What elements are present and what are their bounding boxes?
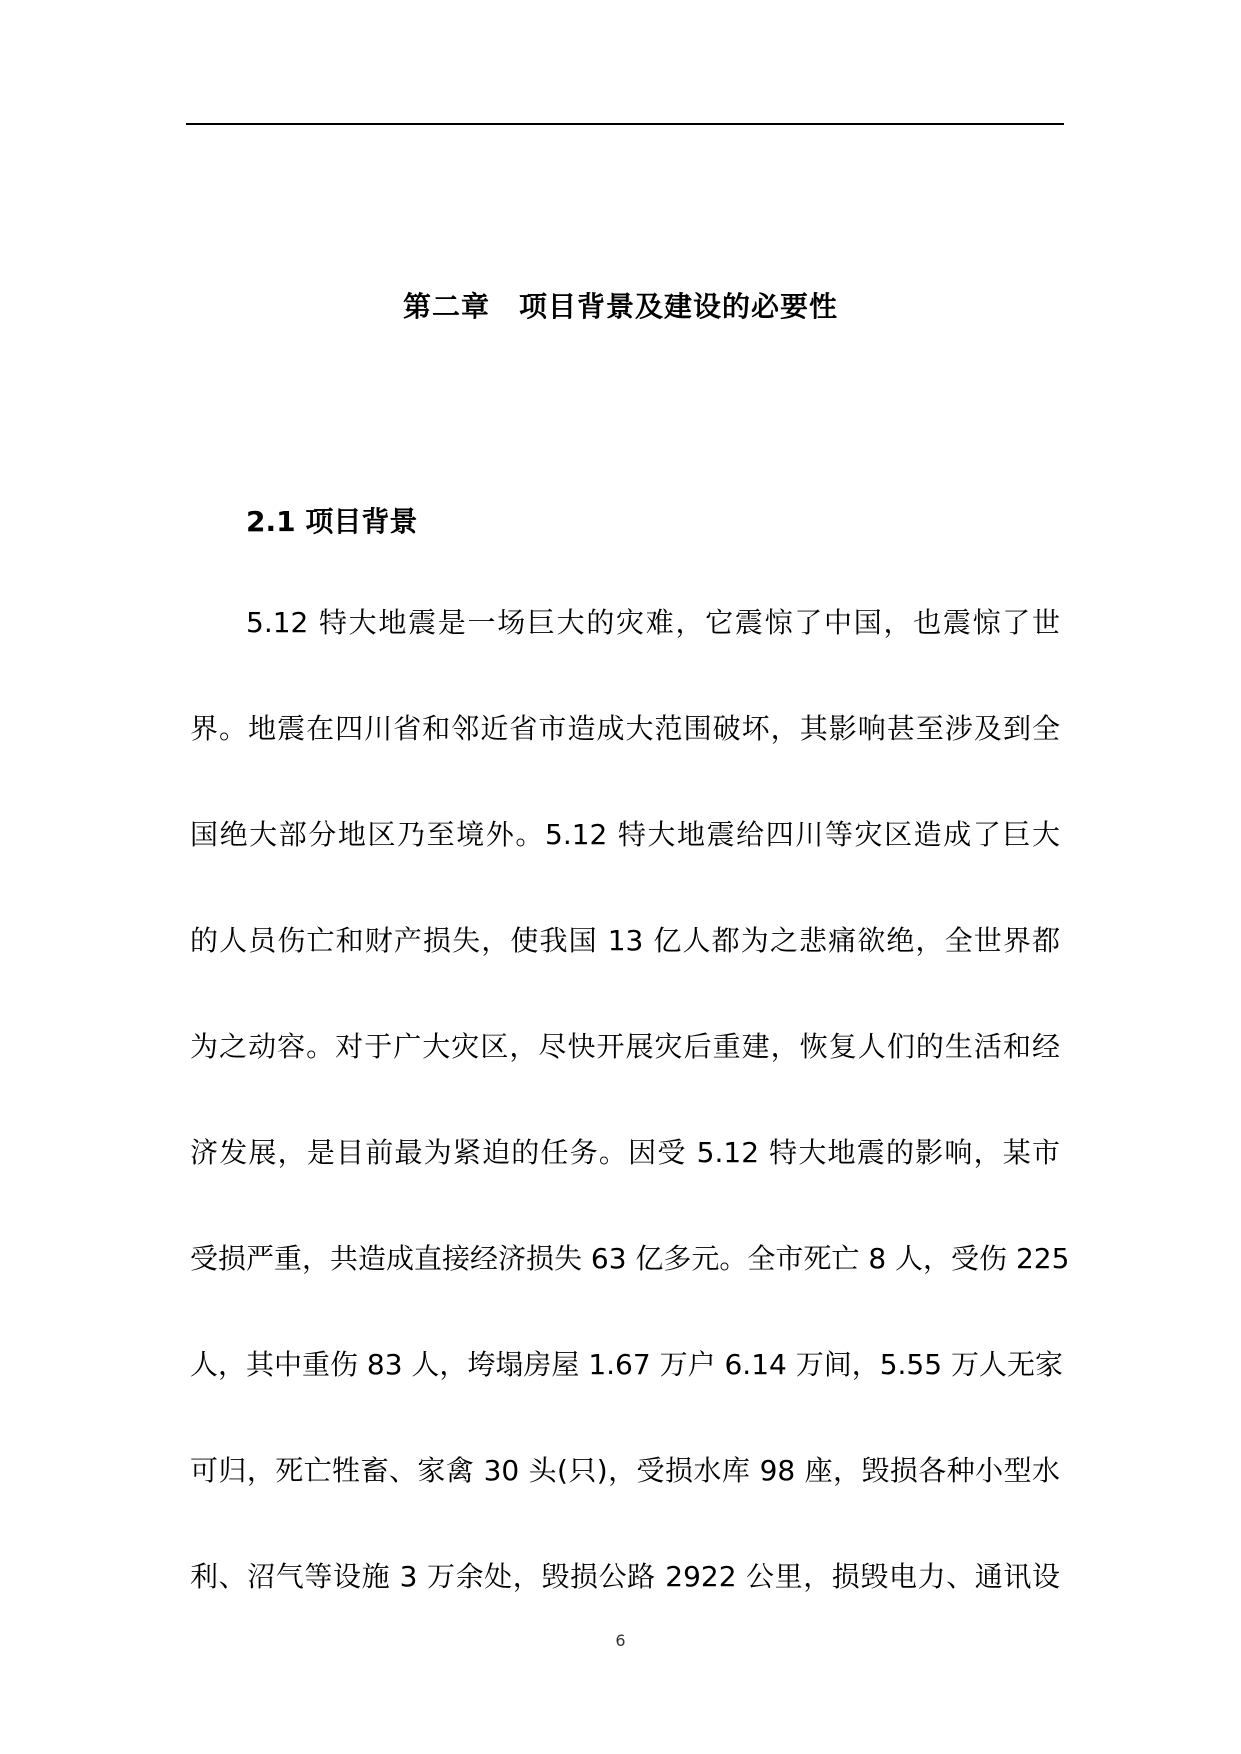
paragraph-line: 济发展，是目前最为紧迫的任务。因受 5.12 特大地震的影响，某市 bbox=[190, 1136, 1060, 1169]
paragraph-line: 的人员伤亡和财产损失，使我国 13 亿人都为之悲痛欲绝，全世界都 bbox=[190, 924, 1060, 957]
paragraph-line: 国绝大部分地区乃至境外。5.12 特大地震给四川等灾区造成了巨大 bbox=[190, 818, 1060, 851]
page-number: 6 bbox=[615, 1631, 626, 1650]
paragraph-line: 可归，死亡牲畜、家禽 30 头(只)，受损水库 98 座，毁损各种小型水 bbox=[190, 1454, 1060, 1487]
paragraph-line: 5.12 特大地震是一场巨大的灾难，它震惊了中国，也震惊了世 bbox=[246, 606, 1060, 639]
section-heading: 2.1 项目背景 bbox=[246, 505, 418, 538]
paragraph-line: 人，其中重伤 83 人，垮塌房屋 1.67 万户 6.14 万间，5.55 万人无家 bbox=[190, 1348, 1063, 1381]
paragraph-line: 为之动容。对于广大灾区，尽快开展灾后重建，恢复人们的生活和经 bbox=[190, 1030, 1060, 1063]
header-rule bbox=[186, 123, 1064, 125]
paragraph-line: 利、沼气等设施 3 万余处，毁损公路 2922 公里，损毁电力、通讯设 bbox=[190, 1560, 1060, 1593]
chapter-title: 第二章 项目背景及建设的必要性 bbox=[402, 290, 838, 323]
paragraph-line: 界。地震在四川省和邻近省市造成大范围破坏，其影响甚至涉及到全 bbox=[190, 712, 1060, 745]
paragraph-line: 受损严重，共造成直接经济损失 63 亿多元。全市死亡 8 人，受伤 225 bbox=[190, 1242, 1070, 1275]
